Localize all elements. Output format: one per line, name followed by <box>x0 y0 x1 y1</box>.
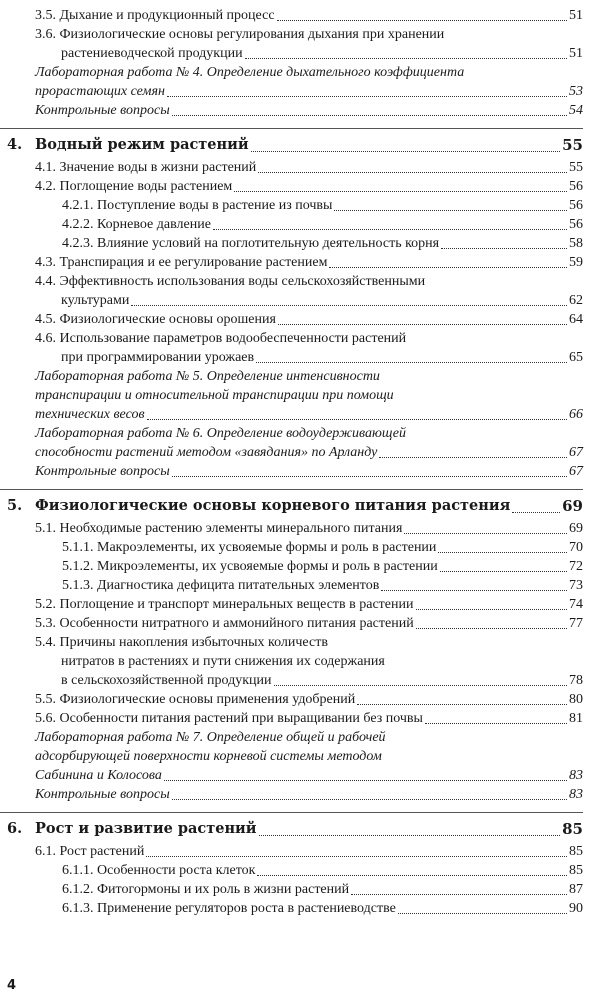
toc-entry <box>62 576 583 595</box>
toc-entry <box>35 728 583 785</box>
toc-page-number: 56 <box>569 198 583 213</box>
page-number: 4 <box>7 978 17 993</box>
toc-entry <box>62 215 583 234</box>
chapter-number: 5. <box>7 497 23 514</box>
dot-leader <box>234 191 567 192</box>
toc-page-number: 59 <box>569 255 583 270</box>
toc-entry <box>35 101 583 120</box>
toc-entry-text: 5.4. Причины накопления избыточных количеств <box>35 635 328 650</box>
dot-leader <box>278 324 567 325</box>
dot-leader <box>438 552 567 553</box>
toc-entry-text: 6.1. Рост растений <box>35 844 145 859</box>
toc-page-number: 66 <box>569 407 583 422</box>
toc-page-number: 74 <box>569 597 583 612</box>
dot-leader <box>213 229 567 230</box>
dot-leader <box>172 115 567 116</box>
toc-entry-text: 4.2.1. Поступление воды в растение из почвы <box>62 198 333 213</box>
toc-entry-text: 5.1.3. Диагностика дефицита питательных элементов <box>62 578 380 593</box>
toc-entry-text: прорастающих семян <box>35 84 165 99</box>
toc-page-number: 67 <box>569 464 583 479</box>
toc-page-number: 51 <box>569 46 583 61</box>
table-of-contents <box>0 6 592 918</box>
toc-entry-text: Лабораторная работа № 6. Определение водоудерживающей <box>35 426 406 441</box>
dot-leader <box>274 685 567 686</box>
toc-entry <box>35 25 583 63</box>
toc-entry-text: Рост и развитие растений <box>35 820 257 837</box>
toc-entry-text: 5.1. Необходимые растению элементы минерального питания <box>35 521 403 536</box>
toc-page-number: 69 <box>562 497 583 515</box>
dot-leader <box>167 96 567 97</box>
toc-page-number: 77 <box>569 616 583 631</box>
toc-entry <box>62 861 583 880</box>
toc-page-number: 78 <box>569 673 583 688</box>
toc-chapter <box>7 134 583 156</box>
toc-page-number: 72 <box>569 559 583 574</box>
toc-entry <box>35 253 583 272</box>
toc-entry <box>35 424 583 462</box>
dot-leader <box>172 799 567 800</box>
dot-leader <box>147 419 567 420</box>
section-divider <box>0 812 583 813</box>
toc-entry-text: 4.4. Эффективность использования воды сельскохозяйственными <box>35 274 426 289</box>
toc-page-number: 51 <box>569 8 583 23</box>
dot-leader <box>379 457 567 458</box>
toc-page-number: 87 <box>569 882 583 897</box>
dot-leader <box>257 875 567 876</box>
toc-entry-text: Сабинина и Колосова <box>35 768 162 783</box>
toc-entry-text: 5.1.2. Микроэлементы, их усвояемые формы и роль в растении <box>62 559 438 574</box>
toc-entry <box>35 709 583 728</box>
toc-entry <box>35 177 583 196</box>
dot-leader <box>277 20 567 21</box>
toc-entry <box>62 880 583 899</box>
dot-leader <box>329 267 567 268</box>
toc-entry-text: 3.5. Дыхание и продукционный процесс <box>35 8 275 23</box>
toc-page-number: 73 <box>569 578 583 593</box>
toc-entry-text: Лабораторная работа № 4. Определение дыхательного коэффициента <box>35 65 465 80</box>
toc-entry <box>35 462 583 481</box>
dot-leader <box>416 628 567 629</box>
dot-leader <box>131 305 567 306</box>
toc-entry-text: 5.5. Физиологические основы применения удобрений <box>35 692 356 707</box>
toc-page-number: 54 <box>569 103 583 118</box>
toc-entry-text: 4.2.3. Влияние условий на поглотительную деятельность корня <box>62 236 440 251</box>
toc-entry <box>35 842 583 861</box>
toc-entry-text: способности растений методом «завядания» по Арланду <box>35 445 378 460</box>
toc-entry-text: 5.1.1. Макроэлементы, их усвояемые формы и роль в растении <box>62 540 437 555</box>
toc-entry-text: Контрольные вопросы <box>35 787 170 802</box>
dot-leader <box>404 533 567 534</box>
section-divider <box>0 128 583 129</box>
toc-entry-text: растениеводческой продукции <box>61 46 243 61</box>
toc-page-number: 80 <box>569 692 583 707</box>
toc-page-number: 65 <box>569 350 583 365</box>
toc-entry-text: 6.1.3. Применение регуляторов роста в растениеводстве <box>62 901 396 916</box>
toc-entry <box>35 272 583 310</box>
toc-entry-text: 6.1.2. Фитогормоны и их роль в жизни растений <box>62 882 350 897</box>
toc-entry-text: транспирации и относительной транспирации при помощи <box>35 388 394 403</box>
dot-leader <box>425 723 567 724</box>
dot-leader <box>416 609 568 610</box>
toc-chapter <box>7 495 583 517</box>
toc-entry <box>62 899 583 918</box>
toc-entry-text: 4.5. Физиологические основы орошения <box>35 312 276 327</box>
toc-page-number: 56 <box>569 217 583 232</box>
dot-leader <box>259 835 561 836</box>
dot-leader <box>258 172 567 173</box>
toc-page-number: 85 <box>569 863 583 878</box>
toc-page-number: 56 <box>569 179 583 194</box>
toc-page-number: 70 <box>569 540 583 555</box>
dot-leader <box>251 151 560 152</box>
toc-entry <box>35 158 583 177</box>
chapter-number: 6. <box>7 820 23 837</box>
toc-entry <box>35 6 583 25</box>
toc-entry-text: 5.3. Особенности нитратного и аммонийного питания растений <box>35 616 414 631</box>
dot-leader <box>381 590 567 591</box>
toc-entry-text: Физиологические основы корневого питания растения <box>35 497 511 514</box>
toc-entry <box>35 595 583 614</box>
toc-entry-text: Контрольные вопросы <box>35 103 170 118</box>
toc-page-number: 69 <box>569 521 583 536</box>
toc-entry-text: 6.1.1. Особенности роста клеток <box>62 863 256 878</box>
toc-entry <box>35 785 583 804</box>
toc-page-number: 62 <box>569 293 583 308</box>
toc-entry-text: 5.2. Поглощение и транспорт минеральных веществ в растении <box>35 597 414 612</box>
dot-leader <box>245 58 567 59</box>
toc-entry <box>35 690 583 709</box>
toc-page-number: 81 <box>569 711 583 726</box>
toc-entry <box>62 234 583 253</box>
toc-entry-text: 4.6. Использование параметров водообеспеченности растений <box>35 331 407 346</box>
dot-leader <box>164 780 567 781</box>
toc-entry <box>62 557 583 576</box>
toc-entry-text: адсорбирующей поверхности корневой системы методом <box>35 749 382 764</box>
dot-leader <box>512 512 560 513</box>
toc-page-number: 64 <box>569 312 583 327</box>
toc-entry <box>35 633 583 690</box>
toc-chapter <box>7 818 583 840</box>
toc-page-number: 53 <box>569 84 583 99</box>
toc-entry <box>62 196 583 215</box>
toc-page-number: 67 <box>569 445 583 460</box>
toc-entry <box>35 63 583 101</box>
dot-leader <box>334 210 567 211</box>
toc-page-number: 55 <box>569 160 583 175</box>
toc-entry-text: в сельскохозяйственной продукции <box>61 673 272 688</box>
toc-entry <box>35 310 583 329</box>
toc-page-number: 85 <box>562 820 583 838</box>
toc-entry <box>35 329 583 367</box>
toc-page-number: 55 <box>562 136 583 154</box>
toc-page-number: 85 <box>569 844 583 859</box>
toc-entry <box>62 538 583 557</box>
toc-page-number: 83 <box>569 768 583 783</box>
toc-page-number: 83 <box>569 787 583 802</box>
toc-entry-text: при программировании урожаев <box>61 350 255 365</box>
dot-leader <box>441 248 567 249</box>
toc-entry-text: 4.3. Транспирация и ее регулирование растением <box>35 255 328 270</box>
toc-entry <box>35 519 583 538</box>
toc-page-number: 58 <box>569 236 583 251</box>
dot-leader <box>256 362 567 363</box>
toc-entry-text: 4.2. Поглощение воды растением <box>35 179 233 194</box>
dot-leader <box>357 704 567 705</box>
toc-entry-text: 4.1. Значение воды в жизни растений <box>35 160 257 175</box>
chapter-number: 4. <box>7 136 23 153</box>
section-divider <box>0 489 583 490</box>
toc-entry-text: 4.2.2. Корневое давление <box>62 217 211 232</box>
toc-entry-text: нитратов в растениях и пути снижения их содержания <box>61 654 385 669</box>
toc-entry <box>35 367 583 424</box>
toc-entry-text: Контрольные вопросы <box>35 464 170 479</box>
dot-leader <box>440 571 567 572</box>
toc-entry-text: Водный режим растений <box>35 136 249 153</box>
toc-page-number: 90 <box>569 901 583 916</box>
dot-leader <box>351 894 567 895</box>
dot-leader <box>146 856 567 857</box>
toc-entry-text: Лабораторная работа № 7. Определение общей и рабочей <box>35 730 386 745</box>
toc-entry-text: 5.6. Особенности питания растений при выращивании без почвы <box>35 711 423 726</box>
dot-leader <box>172 476 567 477</box>
toc-entry-text: Лабораторная работа № 5. Определение интенсивности <box>35 369 380 384</box>
toc-entry-text: технических весов <box>35 407 145 422</box>
dot-leader <box>398 913 567 914</box>
toc-entry-text: культурами <box>61 293 130 308</box>
toc-entry <box>35 614 583 633</box>
toc-entry-text: 3.6. Физиологические основы регулирования дыхания при хранении <box>35 27 445 42</box>
